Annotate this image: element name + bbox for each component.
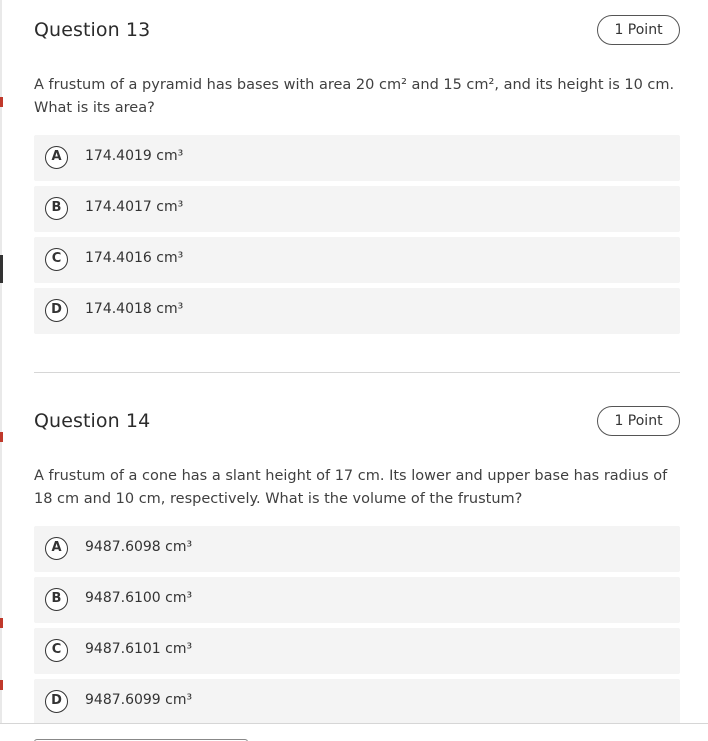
option-text: 9487.6101 cm³ [85, 641, 193, 657]
option-letter-b[interactable]: B [45, 197, 68, 220]
question-title: Question 13 [34, 19, 151, 41]
question-text: A frustum of a pyramid has bases with area 20 cm² and 15 cm², and its height is 10 cm. What is its area? [34, 77, 675, 116]
option-letter-a[interactable]: A [45, 146, 68, 169]
option-text: 174.4017 cm³ [85, 199, 184, 215]
option-text: 9487.6098 cm³ [85, 539, 193, 555]
question-13 [34, 15, 680, 339]
option-letter-c[interactable]: C [45, 639, 68, 662]
option-b[interactable] [34, 577, 680, 623]
edge-mark [0, 680, 3, 690]
question-title: Question 14 [34, 410, 151, 432]
option-letter-b[interactable]: B [45, 588, 68, 611]
edge-mark [0, 618, 3, 628]
option-letter-d[interactable]: D [45, 690, 68, 713]
option-a[interactable] [34, 135, 680, 181]
edge-mark [0, 255, 3, 283]
option-d[interactable] [34, 679, 680, 725]
points-badge: 1 Point [597, 15, 680, 45]
option-text: 174.4016 cm³ [85, 250, 184, 266]
option-a[interactable] [34, 526, 680, 572]
question-divider [34, 372, 680, 373]
option-b[interactable] [34, 186, 680, 232]
option-letter-d[interactable]: D [45, 299, 68, 322]
question-text: A frustum of a cone has a slant height of 17 cm. Its lower and upper base has radius of 18 cm and 10 cm, respectively. What is the volume of the frustum? [34, 468, 668, 507]
left-edge [0, 0, 2, 741]
option-text: 9487.6100 cm³ [85, 590, 193, 606]
question-14 [34, 406, 680, 730]
question-header [34, 406, 680, 438]
points-badge: 1 Point [597, 406, 680, 436]
edge-mark [0, 432, 3, 442]
option-text: 9487.6099 cm³ [85, 692, 193, 708]
option-text: 174.4019 cm³ [85, 148, 184, 164]
option-text: 174.4018 cm³ [85, 301, 184, 317]
option-c[interactable] [34, 237, 680, 283]
bottom-bar [0, 723, 708, 741]
question-header [34, 15, 680, 47]
option-letter-a[interactable]: A [45, 537, 68, 560]
option-d[interactable] [34, 288, 680, 334]
edge-mark [0, 97, 3, 107]
option-letter-c[interactable]: C [45, 248, 68, 271]
option-c[interactable] [34, 628, 680, 674]
